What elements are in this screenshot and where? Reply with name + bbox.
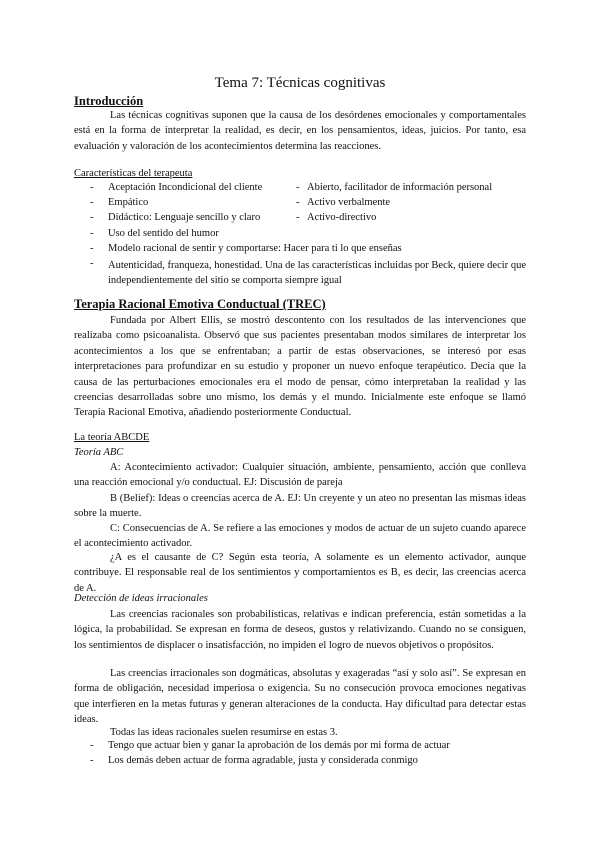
summary-paragraph: Todas las ideas racionales suelen resumirse en estas 3.	[110, 727, 338, 738]
dash: -	[296, 182, 300, 193]
rational-beliefs-paragraph: Las creencias racionales son probabilísticas, relativas e indican preferencia, están sometidas a la lógica, la probabilidad. Se expresan en forma de deseos, gustos y relativizando. Cuando no se consiguen, los sentimientos de displacer o insatisfacción, no impiden el logro de nuevos objetivos o propósitos.	[74, 609, 526, 651]
abcde-heading: La teoría ABCDE	[74, 432, 150, 443]
therapist-trait: Activo verbalmente	[307, 197, 391, 208]
dash: -	[296, 197, 300, 208]
page-title: Tema 7: Técnicas cognitivas	[214, 75, 386, 91]
therapist-trait: Abierto, facilitador de información personal	[307, 182, 493, 193]
therapist-trait: Autenticidad, franqueza, honestidad. Una de las características incluidas por Beck, quiere decir que independientemente del sitio se comporta siempre igual	[108, 260, 526, 287]
dash: -	[296, 212, 300, 223]
irrational-idea: Los demás deben actuar de forma agradable, justa y considerada conmigo	[108, 755, 418, 766]
dash: -	[90, 212, 94, 223]
dash: -	[90, 228, 94, 239]
trec-heading: Terapia Racional Emotiva Conductual (TREC)	[74, 297, 326, 311]
irrational-idea: Tengo que actuar bien y ganar la aprobación de los demás por mi forma de actuar	[108, 740, 450, 751]
abc-question-paragraph: ¿A es el causante de C? Según esta teoría, A solamente es un elemento activador, aunque contribuye. El responsable real de los sentimientos y comportamientos es B, es decir, las creencias acerca de A.	[74, 552, 526, 594]
abc-a-paragraph: A: Acontecimiento activador: Cualquier situación, ambiente, pensamiento, acción que conlleva una reacción emocional y/o conductual. EJ: Discusión de pareja	[74, 462, 526, 489]
abc-b-paragraph: B (Belief): Ideas o creencias acerca de A. EJ: Un creyente y un ateo no presentan las mismas ideas sobre la muerte.	[74, 493, 526, 520]
irrational-heading: Detección de ideas irracionales	[74, 593, 208, 604]
dash: -	[90, 740, 94, 751]
therapist-heading: Características del terapeuta	[74, 168, 193, 179]
dash: -	[90, 182, 94, 193]
therapist-trait: Uso del sentido del humor	[108, 228, 219, 239]
therapist-trait: Activo-directivo	[307, 212, 377, 223]
abc-c-paragraph: C: Consecuencias de A. Se refiere a las emociones y modos de actuar de un sujeto cuando aparece el acontecimiento activador.	[74, 523, 526, 550]
therapist-trait: Empático	[108, 197, 149, 208]
abc-subheading: Teoría ABC	[74, 447, 124, 458]
therapist-trait: Didáctico: Lenguaje sencillo y claro	[108, 212, 261, 223]
dash: -	[90, 243, 94, 254]
dash: -	[90, 197, 94, 208]
trec-paragraph: Fundada por Albert Ellis, se mostró descontento con los resultados de las intervenciones que realizaba como psicoanalista. Observó que sus pacientes presentaban modos similares de interpretar los acontecimientos a los que se enfrentaban; a partir de estas observaciones, se interesó por esas interpretaciones para profundizar en su estudio y proponer un nuevo enfoque terapéutico. Decía que la causa de las perturbaciones emocionales era el modo de pensar, cómo interpretaban la realidad y las creencias desarrolladas sobre uno mismo, los demás y el mundo. Inicialmente este enfoque se llamó Terapia Racional Emotiva, añadiendo posteriormente Conductual.	[74, 315, 526, 419]
therapist-trait: Aceptación Incondicional del cliente	[108, 182, 263, 193]
intro-heading: Introducción	[74, 94, 144, 108]
dash: -	[90, 755, 94, 766]
dash: -	[90, 258, 94, 269]
therapist-trait: Modelo racional de sentir y comportarse: Hacer para ti lo que enseñas	[108, 243, 402, 254]
intro-paragraph: Las técnicas cognitivas suponen que la causa de los desórdenes emocionales y comportamentales está en la forma de interpretar la realidad, es decir, en los pensamientos, ideas, juicios. Por tanto, esa evaluación y valoración de los acontecimientos determina las reacciones.	[74, 110, 526, 152]
irrational-beliefs-paragraph: Las creencias irracionales son dogmáticas, absolutas y exageradas “así y solo así”. Se expresan en forma de obligación, necesidad imperiosa o exigencia. Su no consecución provoca emociones negativas que interfieren en la metas futuras y generan alteraciones de la conducta. Hay dificultad para detectar estas ideas.	[74, 668, 526, 726]
